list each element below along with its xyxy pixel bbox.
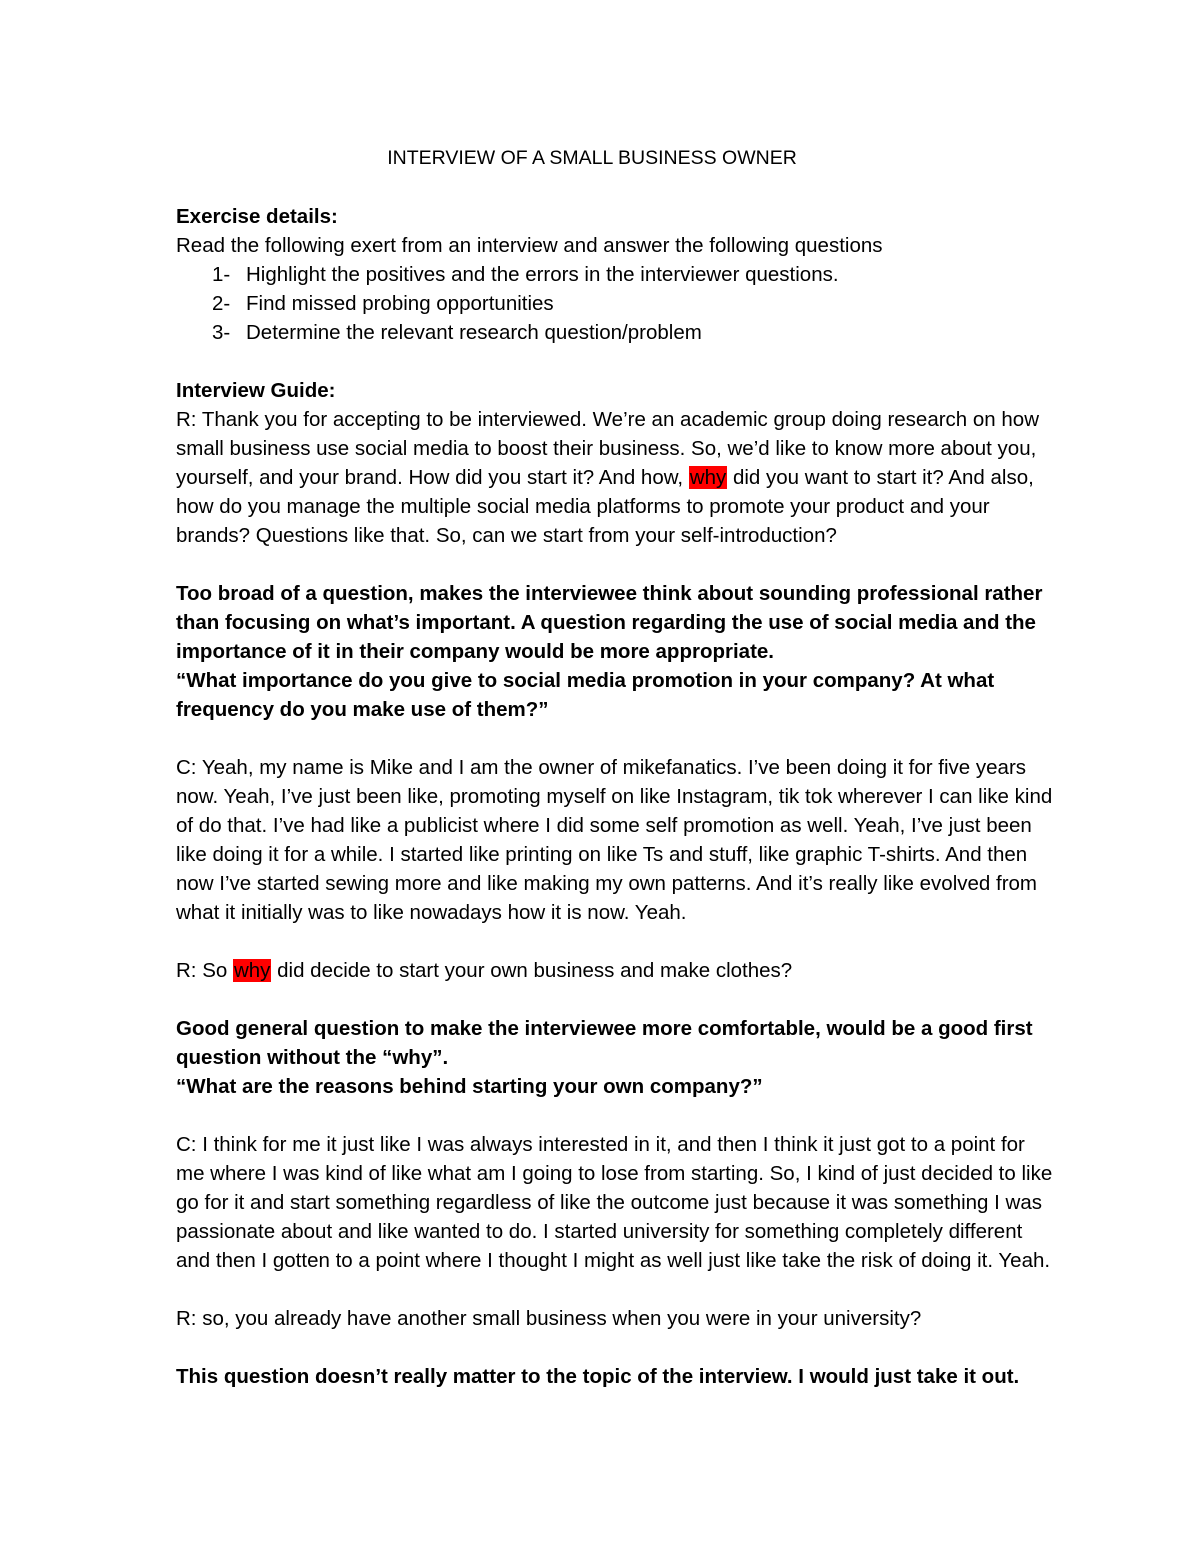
spacer: [176, 1333, 1056, 1362]
spacer: [176, 985, 1056, 1014]
spacer: [176, 1275, 1056, 1304]
exercise-question: [212, 318, 1056, 347]
spacer: [176, 927, 1056, 956]
interview-guide-heading: Interview Guide:: [176, 379, 336, 402]
text-segment: R: Thank you for accepting to be interviewed. We’re an academic group doing research on how small business use social media to boost their business. So, we’d like to know more about you, yourself, and your brand. How did you start it? And how,: [176, 408, 1040, 489]
question-number: 3-: [212, 321, 231, 344]
spacer: [176, 347, 1056, 376]
exercise-heading: Exercise details:: [176, 205, 338, 228]
comment-2: Good general question to make the interviewee more comfortable, would be a good first question without the “why”.: [176, 1017, 1033, 1069]
spacer: [176, 173, 1056, 202]
exercise-intro: Read the following exert from an interview and answer the following questions: [176, 234, 883, 257]
comment-3: This question doesn’t really matter to the topic of the interview. I would just take it out.: [176, 1365, 1020, 1388]
researcher-question-3: R: so, you already have another small business when you were in your university?: [176, 1307, 922, 1330]
candidate-answer-1: C: Yeah, my name is Mike and I am the owner of mikefanatics. I’ve been doing it for five years now. Yeah, I’ve just been like, promoting myself on like Instagram, tik tok wherever I can like kind of do that. I’ve had like a publicist where I did some self promotion as well. Yeah, I’ve just been like doing it for a while. I started like printing on like Ts and stuff, like graphic T-shirts. And then now I’ve started sewing more and like making my own patterns. And it’s really like evolved from what it initially was to like nowadays how it is now. Yeah.: [176, 756, 1053, 924]
suggested-question-2: “What are the reasons behind starting your own company?”: [176, 1075, 763, 1098]
text-segment: did decide to start your own business and make clothes?: [271, 959, 793, 982]
exercise-question: [212, 289, 1056, 318]
comment-1: Too broad of a question, makes the interviewee think about sounding professional rather than focusing on what’s important. A question regarding the use of social media and the importance of it in their company would be more appropriate.: [176, 582, 1043, 663]
document-body: [176, 144, 1056, 1391]
question-text: Find missed probing opportunities: [246, 292, 554, 315]
exercise-question: [212, 260, 1056, 289]
question-text: Determine the relevant research question/problem: [246, 321, 702, 344]
candidate-answer-2: C: I think for me it just like I was always interested in it, and then I think it just got to a point for me where I was kind of like what am I going to lose from starting. So, I kind of just decided to like go for it and start something regardless of like the outcome just because it was something I was passionate about and like wanted to do. I started university for something completely different and then I gotten to a point where I thought I might as well just like take the risk of doing it. Yeah.: [176, 1133, 1053, 1272]
question-text: Highlight the positives and the errors in the interviewer questions.: [246, 263, 839, 286]
exercise-question-list: [176, 260, 1056, 347]
text-segment: did you want to start it? And also, how do you manage the multiple social media platforms to promote your product and your brands? Questions like that. So, can we start from your self-introduction?: [176, 466, 1034, 547]
document-title: INTERVIEW OF A SMALL BUSINESS OWNER: [387, 147, 797, 169]
highlighted-word: why: [233, 959, 271, 982]
suggested-question-1: “What importance do you give to social media promotion in your company? At what frequency do you make use of them?”: [176, 669, 995, 721]
researcher-question-2: [176, 956, 1056, 985]
spacer: [176, 724, 1056, 753]
question-number: 1-: [212, 263, 231, 286]
highlighted-word: why: [689, 466, 727, 489]
spacer: [176, 1101, 1056, 1130]
text-segment: R: So: [176, 959, 233, 982]
spacer: [176, 550, 1056, 579]
question-number: 2-: [212, 292, 231, 315]
researcher-question-1: [176, 405, 1056, 550]
